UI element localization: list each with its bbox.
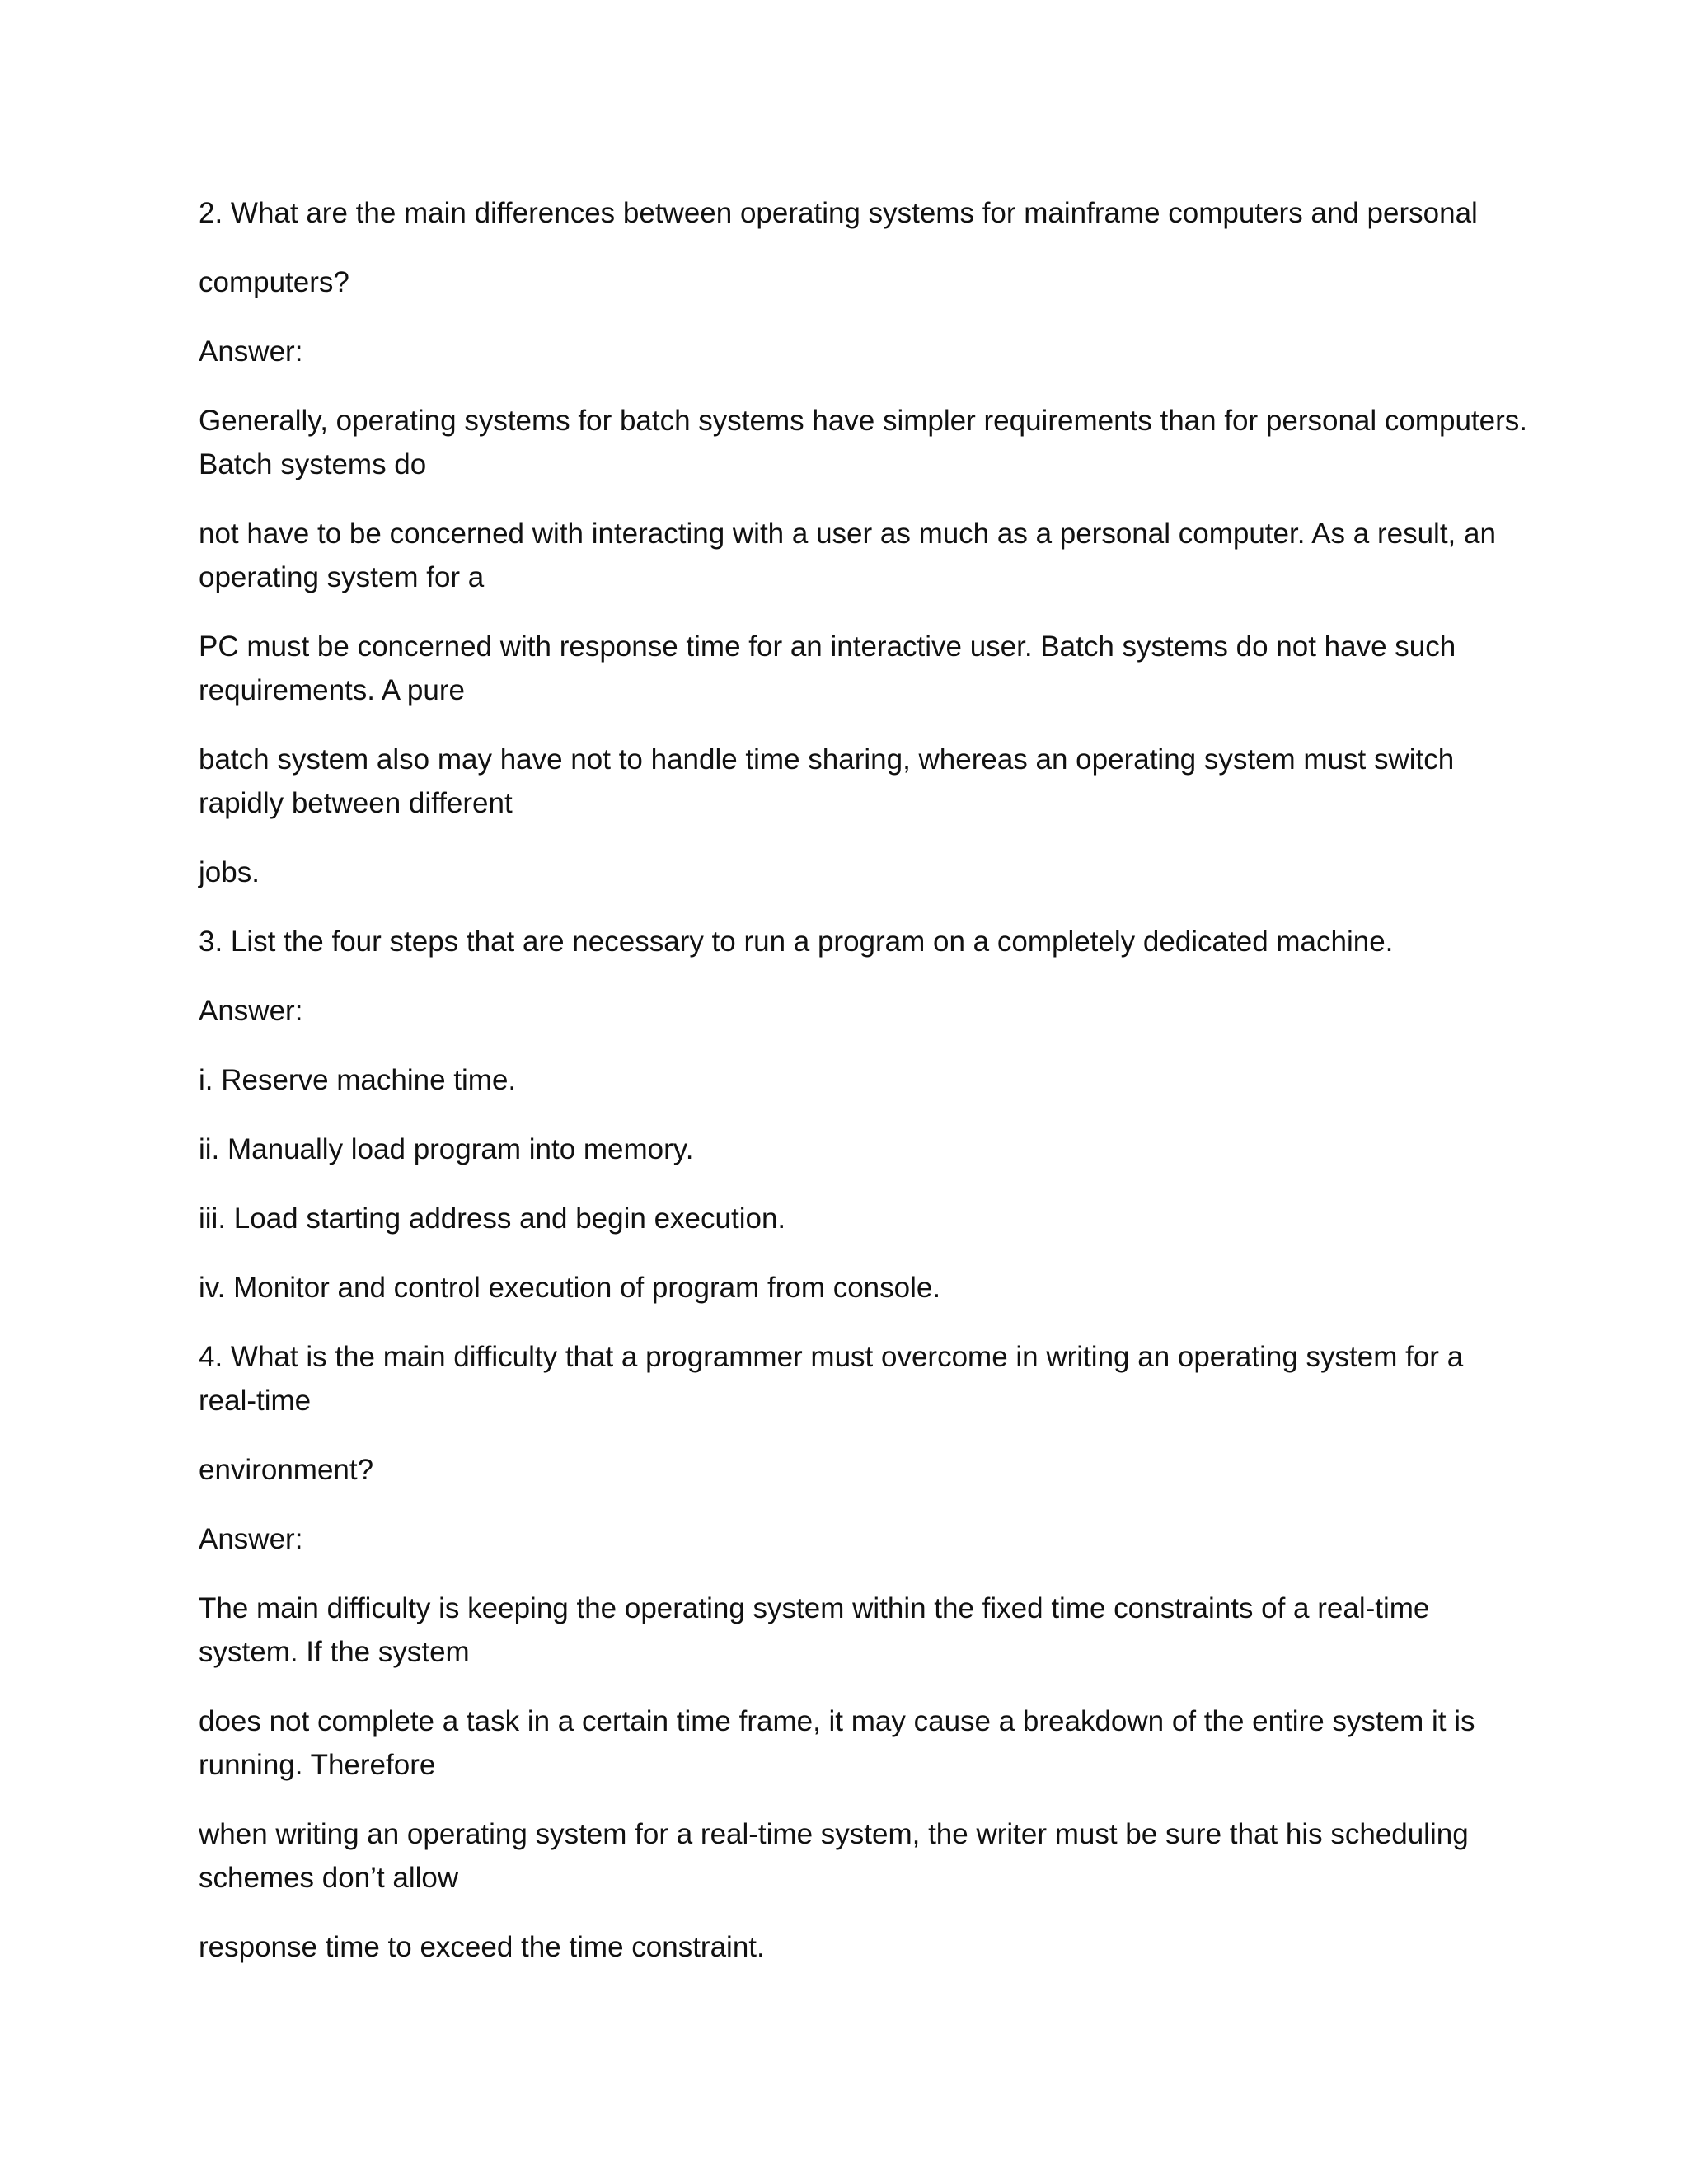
text-line: real-time bbox=[199, 1385, 312, 1417]
text-line: 2. What are the main differences between operating systems for mainframe computers and personal bbox=[199, 197, 1478, 229]
answer-4-paragraph-2 bbox=[199, 1699, 1517, 1787]
step-i bbox=[199, 1058, 1517, 1102]
text-line: Generally, operating systems for batch systems have simpler requirements than for personal computers. bbox=[199, 405, 1527, 437]
question-2-line-1 bbox=[199, 191, 1517, 235]
text-line: Answer: bbox=[199, 1523, 303, 1555]
answer-label bbox=[199, 1517, 1517, 1561]
text-line: Answer: bbox=[199, 995, 303, 1027]
text-line: when writing an operating system for a real-time system, the writer must be sure that his scheduling bbox=[199, 1818, 1469, 1850]
answer-4-paragraph-4 bbox=[199, 1925, 1517, 1969]
answer-2-paragraph-2 bbox=[199, 512, 1517, 599]
text-line: does not complete a task in a certain time frame, it may cause a breakdown of the entire system it is bbox=[199, 1705, 1475, 1737]
text-line: not have to be concerned with interacting with a user as much as a personal computer. As a result, an bbox=[199, 518, 1496, 550]
question-4-line-1 bbox=[199, 1335, 1517, 1422]
step-ii bbox=[199, 1127, 1517, 1171]
answer-2-paragraph-4 bbox=[199, 738, 1517, 825]
answer-label bbox=[199, 330, 1517, 373]
text-line: The main difficulty is keeping the operating system within the fixed time constraints of a real-time bbox=[199, 1592, 1430, 1624]
text-line: 4. What is the main difficulty that a programmer must overcome in writing an operating system for a bbox=[199, 1341, 1464, 1373]
question-2-line-2 bbox=[199, 260, 1517, 304]
text-line: environment? bbox=[199, 1454, 374, 1486]
text-line: running. Therefore bbox=[199, 1749, 436, 1781]
text-line: operating system for a bbox=[199, 561, 485, 593]
text-line: requirements. A pure bbox=[199, 674, 465, 706]
text-line: rapidly between different bbox=[199, 787, 513, 819]
document-page bbox=[199, 191, 1527, 1994]
answer-4-paragraph-1 bbox=[199, 1586, 1517, 1674]
text-line: i. Reserve machine time. bbox=[199, 1064, 517, 1096]
answer-2-paragraph-5 bbox=[199, 851, 1517, 894]
text-line: batch system also may have not to handle time sharing, whereas an operating system must switch bbox=[199, 743, 1455, 776]
text-line: response time to exceed the time constraint. bbox=[199, 1931, 765, 1963]
question-4-line-2 bbox=[199, 1448, 1517, 1492]
text-line: Batch systems do bbox=[199, 448, 427, 480]
text-line: ii. Manually load program into memory. bbox=[199, 1133, 694, 1165]
step-iii bbox=[199, 1197, 1517, 1240]
step-iv bbox=[199, 1266, 1517, 1310]
text-line: schemes don’t allow bbox=[199, 1862, 459, 1894]
text-line: 3. List the four steps that are necessary to run a program on a completely dedicated machine. bbox=[199, 926, 1394, 958]
text-line: computers? bbox=[199, 266, 349, 298]
text-line: PC must be concerned with response time for an interactive user. Batch systems do not have such bbox=[199, 630, 1456, 663]
text-line: iii. Load starting address and begin execution. bbox=[199, 1202, 786, 1235]
answer-2-paragraph-3 bbox=[199, 625, 1517, 712]
answer-4-paragraph-3 bbox=[199, 1812, 1517, 1900]
question-3 bbox=[199, 920, 1517, 963]
answer-2-paragraph-1 bbox=[199, 399, 1527, 486]
text-line: Answer: bbox=[199, 335, 303, 368]
text-line: jobs. bbox=[199, 856, 260, 888]
text-line: iv. Monitor and control execution of program from console. bbox=[199, 1272, 941, 1304]
text-line: system. If the system bbox=[199, 1636, 470, 1668]
answer-label bbox=[199, 989, 1517, 1033]
